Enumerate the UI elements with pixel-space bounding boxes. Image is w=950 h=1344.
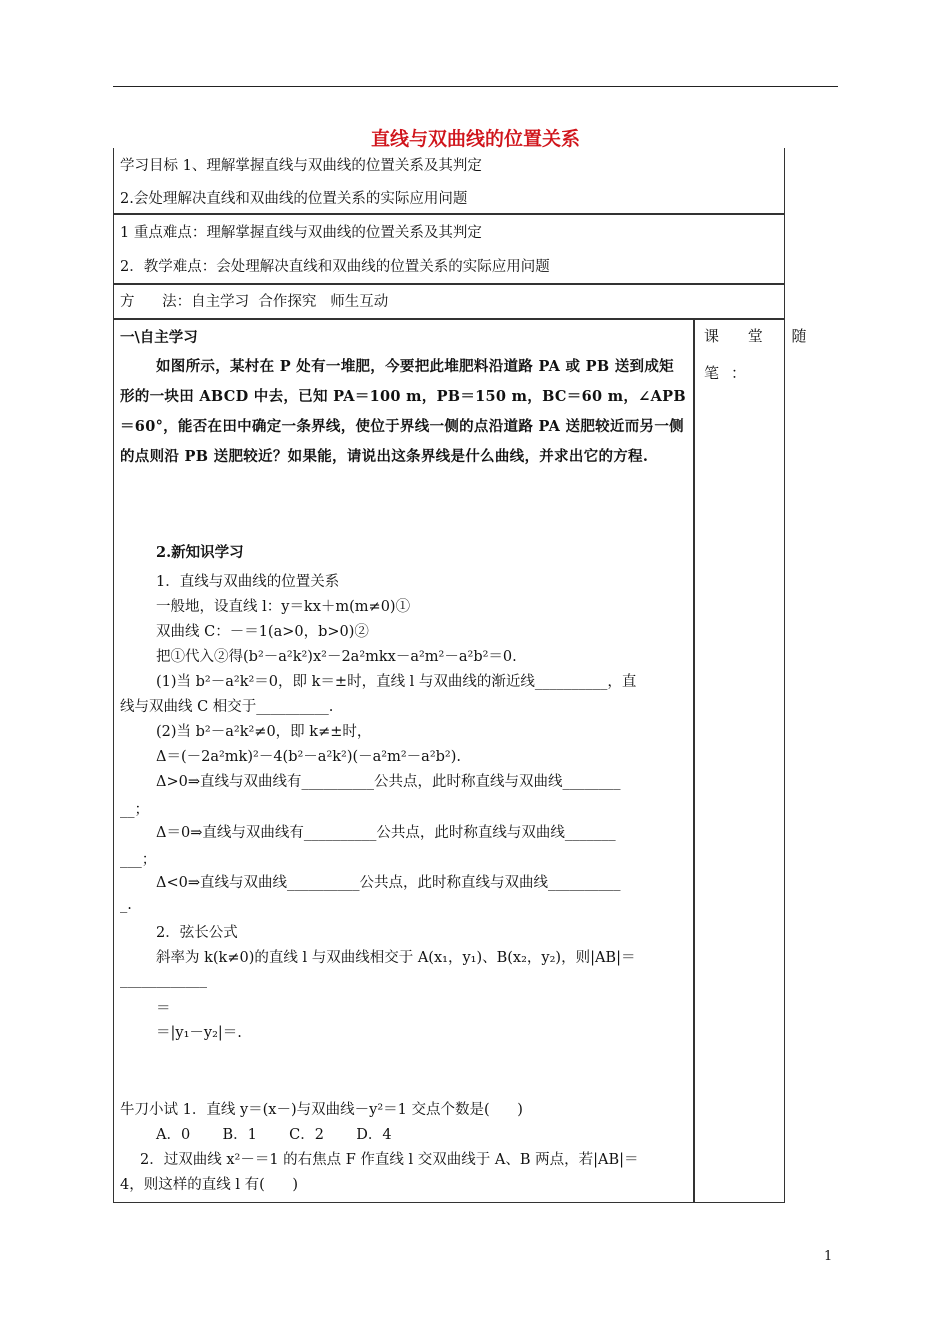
knowledge-line-10a: Δ<0⇒直线与双曲线__________公共点，此时称直线与双曲线__________: [156, 875, 621, 891]
test-question-1-options: A．0 B．1 C．2 D．4: [156, 1127, 392, 1143]
knowledge-line-10b: _.: [120, 897, 132, 913]
chord-line-3: ____________: [120, 972, 207, 988]
method-line: 方 法：自主学习 合作探究 师生互动: [120, 294, 389, 310]
key-point-line-2: 2．教学难点：会处理解决直线和双曲线的位置关系的实际应用问题: [120, 259, 550, 275]
goal-line-2: 2.会处理解决直线和双曲线的位置关系的实际应用问题: [120, 191, 468, 207]
knowledge-line-2: 一般地，设直线 l：y＝kx＋m(m≠0)①: [156, 599, 411, 615]
chord-line-5: ＝|y₁－y₂|＝.: [156, 1025, 242, 1041]
test-question-2a: 2．过双曲线 x²－＝1 的右焦点 F 作直线 l 交双曲线于 A、B 两点，若|AB|＝: [140, 1152, 639, 1168]
chord-line-2: 斜率为 k(k≠0)的直线 l 与双曲线相交于 A(x₁，y₁)、B(x₂，y₂)，则|AB|＝: [156, 950, 636, 966]
section-new-knowledge-title: 2.新知识学习: [156, 544, 244, 561]
knowledge-line-8b: __；: [120, 802, 149, 818]
chord-line-4: ＝: [156, 1001, 171, 1017]
section-self-study-title: 一\自主学习: [120, 329, 198, 346]
test-question-1: 牛刀小试 1．直线 y＝(x－)与双曲线－y²＝1 交点个数是( ): [120, 1102, 523, 1118]
side-notes-label-1: 课 堂 随: [704, 327, 819, 345]
side-notes-cell: [694, 319, 785, 1203]
knowledge-line-3: 双曲线 C：－＝1(a>0，b>0)②: [156, 624, 369, 640]
side-notes-label-2: 笔：: [704, 364, 759, 382]
problem-paragraph: 如图所示，某村在 P 处有一堆肥，今要把此堆肥料沿道路 PA 或 PB 送到成矩形的一块田 ABCD 中去，已知 PA＝100 m，PB＝150 m，BC＝60 m，∠APB＝60°，能否在田中确定一条界线，使位于界线一侧的点沿道路 PA 送肥较近而另一侧的点则沿 PB 送肥较近？如果能，请说出这条界线是什么曲线，并求出它的方程.: [120, 358, 686, 465]
knowledge-line-8a: Δ>0⇒直线与双曲线有__________公共点，此时称直线与双曲线________: [156, 774, 621, 790]
chord-line-1: 2．弦长公式: [156, 925, 238, 941]
knowledge-line-6: (2)当 b²－a²k²≠0，即 k≠±时，: [156, 724, 372, 740]
key-point-line-1: 1 重点难点：理解掌握直线与双曲线的位置关系及其判定: [120, 225, 482, 241]
test-question-2b: 4，则这样的直线 l 有( ): [120, 1177, 299, 1193]
knowledge-line-9b: ___；: [120, 852, 157, 868]
knowledge-line-7: Δ＝(－2a²mk)²－4(b²－a²k²)(－a²m²－a²b²).: [156, 749, 462, 765]
knowledge-line-5b: 线与双曲线 C 相交于__________.: [120, 699, 334, 715]
knowledge-line-4: 把①代入②得(b²－a²k²)x²－2a²mkx－a²m²－a²b²＝0.: [156, 649, 517, 665]
knowledge-line-9a: Δ＝0⇒直线与双曲线有__________公共点，此时称直线与双曲线_______: [156, 825, 616, 841]
page-title: 直线与双曲线的位置关系: [370, 128, 580, 150]
goal-line-1: 学习目标 1、理解掌握直线与双曲线的位置关系及其判定: [120, 158, 482, 174]
header-rule: [113, 86, 838, 87]
knowledge-line-1: 1．直线与双曲线的位置关系: [156, 574, 340, 590]
knowledge-line-5a: (1)当 b²－a²k²＝0，即 k＝±时，直线 l 与双曲线的渐近线__________，直: [156, 674, 637, 690]
page-number: 1: [824, 1249, 833, 1264]
